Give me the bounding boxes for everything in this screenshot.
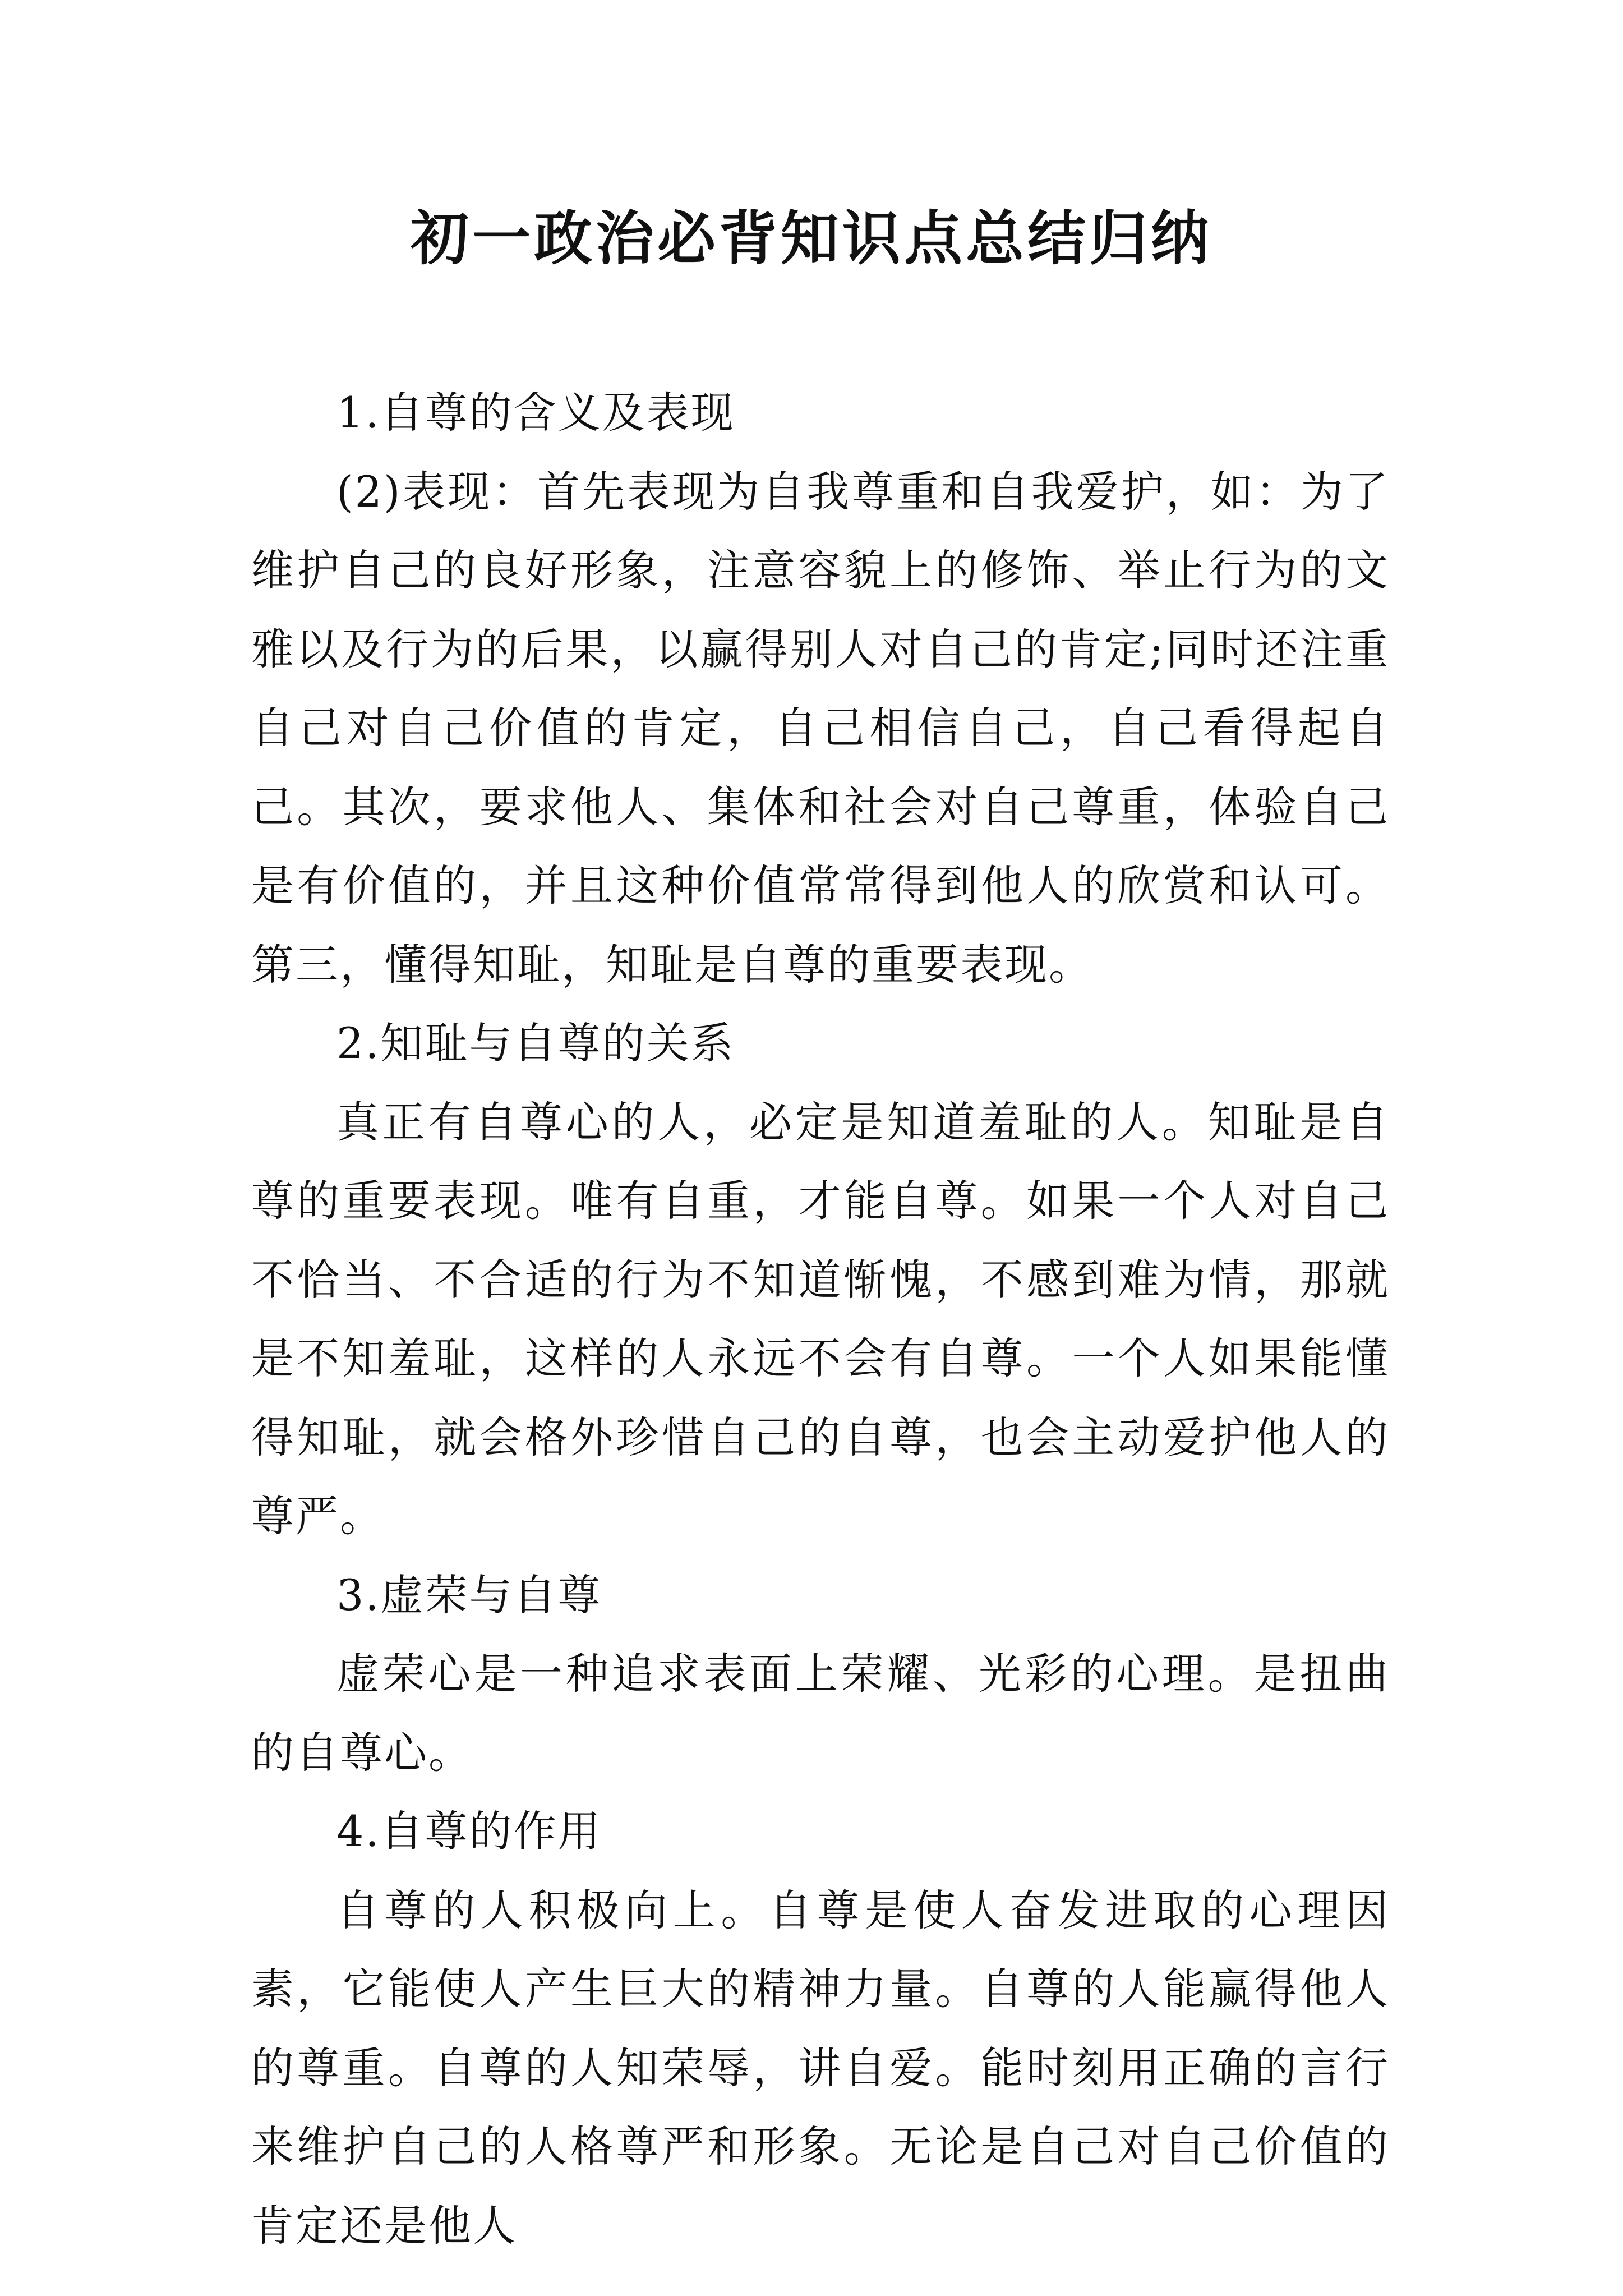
- section-heading-1: 1.自尊的含义及表现: [336, 388, 735, 438]
- document-body: [251, 374, 1390, 2265]
- paragraph-1: (2)表现：首先表现为自我尊重和自我爱护，如：为了维护自己的良好形象，注意容貌上的修饰、举止行为的文雅以及行为的后果，以赢得别人对自己的肯定;同时还注重自己对自己价值的肯定，自己相信自己，自己看得起自己。其次，要求他人、集体和社会对自己尊重，体验自己是有价值的，并且这种价值常常得到他人的欣赏和认可。第三，懂得知耻，知耻是自尊的重要表现。: [251, 466, 1390, 990]
- section-heading-4: 4.自尊的作用: [336, 1806, 602, 1856]
- paragraph-4: 自尊的人积极向上。自尊是使人奋发进取的心理因素，它能使人产生巨大的精神力量。自尊的人能赢得他人的尊重。自尊的人知荣辱，讲自爱。能时刻用正确的言行来维护自己的人格尊严和形象。无论是自己对自己价值的肯定还是他人: [251, 1885, 1390, 2251]
- section-heading-2: 2.知耻与自尊的关系: [336, 1018, 735, 1068]
- page-title: 初一政治必背知识点总结归纳: [410, 204, 1212, 273]
- paragraph-2: 真正有自尊心的人，必定是知道羞耻的人。知耻是自尊的重要表现。唯有自重，才能自尊。如果一个人对自己不恰当、不合适的行为不知道惭愧，不感到难为情，那就是不知羞耻，这样的人永远不会有自尊。一个人如果能懂得知耻，就会格外珍惜自己的自尊，也会主动爱护他人的尊严。: [251, 1097, 1390, 1541]
- section-heading-3: 3.虚荣与自尊: [336, 1570, 602, 1620]
- paragraph-3: 虚荣心是一种追求表面上荣耀、光彩的心理。是扭曲的自尊心。: [251, 1649, 1390, 1778]
